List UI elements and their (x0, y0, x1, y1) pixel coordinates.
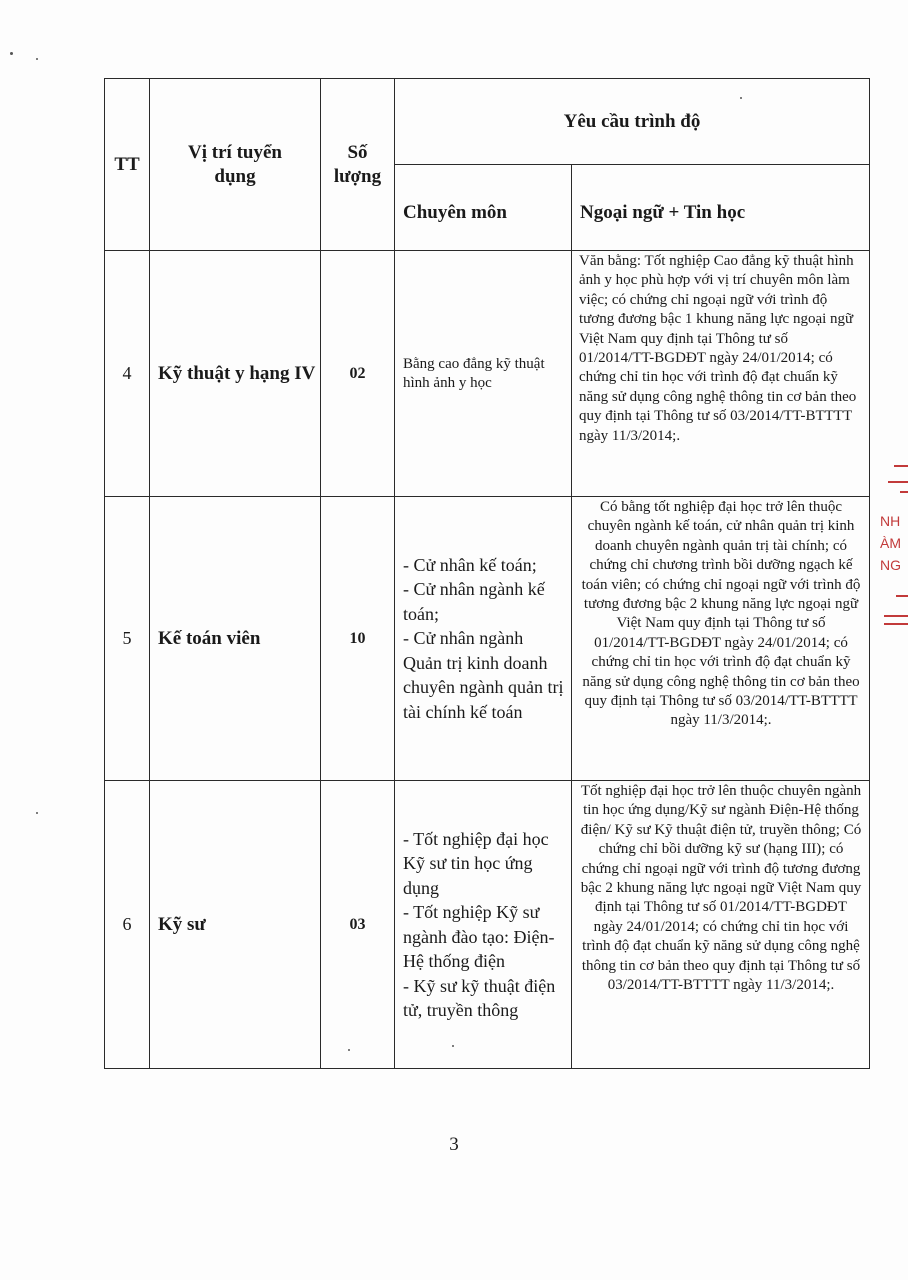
scan-speck (36, 812, 38, 814)
scan-speck (348, 1049, 350, 1051)
header-row-top (105, 79, 870, 165)
row-position: Kỹ thuật y hạng IV (150, 251, 321, 497)
row-major: Bằng cao đẳng kỹ thuật hình ảnh y học (395, 251, 572, 497)
scan-speck (452, 1045, 454, 1047)
row-quantity: 03 (321, 781, 395, 1069)
header-position: Vị trí tuyển dụng (150, 79, 321, 251)
scan-speck (10, 52, 13, 55)
row-quantity: 02 (321, 251, 395, 497)
row-language-it: Tốt nghiệp đại học trở lên thuộc chuyên ngành tin học ứng dụng/Kỹ sư ngành Điện-Hệ thống điện/ Kỹ sư Kỹ thuật điện tử, truyền thông; Có chứng chỉ bồi dưỡng kỹ sư (hạng III); có chứng chỉ ngoại ngữ với trình độ tương đương bậc 2 khung năng lực ngoại ngữ Việt Nam quy định tại Thông tư số 01/2014/TT-BGDĐT ngày 24/01/2014; có chứng chỉ tin học với trình độ đạt chuẩn kỹ năng sử dụng công nghệ thông tin cơ bản theo quy định tại Thông tư số 03/2014/TT-BTTTT ngày 11/3/2014;. (572, 781, 870, 1069)
row-tt: 4 (105, 251, 150, 497)
table-row (105, 781, 870, 1069)
row-quantity: 10 (321, 497, 395, 781)
stamp-text-2: ÀM (880, 535, 901, 551)
stamp-text-1: NH (880, 513, 901, 529)
row-tt: 6 (105, 781, 150, 1069)
scan-speck (36, 58, 38, 60)
stamp-text-3: NG (880, 557, 901, 573)
row-tt: 5 (105, 497, 150, 781)
header-language-it: Ngoại ngữ + Tin học (572, 165, 870, 251)
row-major: - Cử nhân kế toán; - Cử nhân ngành kế toán; - Cử nhân ngành Quản trị kinh doanh chuyên ngành quản trị tài chính kế toán (395, 497, 572, 781)
row-position: Kế toán viên (150, 497, 321, 781)
table-row (105, 251, 870, 497)
table-row (105, 497, 870, 781)
recruitment-requirements-table (104, 78, 870, 1069)
row-language-it: Văn bằng: Tốt nghiệp Cao đẳng kỹ thuật hình ảnh y học phù hợp với vị trí chuyên môn làm việc; có chứng chỉ ngoại ngữ với trình độ tương đương bậc 1 khung năng lực ngoại ngữ Việt Nam quy định tại Thông tư số 01/2014/TT-BGDĐT ngày 24/01/2014; có chứng chỉ tin học với trình độ đạt chuẩn kỹ năng sử dụng công nghệ thông tin cơ bản theo quy định tại Thông tư số 03/2014/TT-BTTTT ngày 11/3/2014;. (572, 251, 870, 497)
header-major: Chuyên môn (395, 165, 572, 251)
row-major: - Tốt nghiệp đại học Kỹ sư tin học ứng dụng - Tốt nghiệp Kỹ sư ngành đào tạo: Điện-Hệ thống điện - Kỹ sư kỹ thuật điện tử, truyền thông (395, 781, 572, 1069)
red-stamp-fragment (880, 455, 908, 635)
row-position: Kỹ sư (150, 781, 321, 1069)
scan-speck (740, 97, 742, 99)
header-quantity: Số lượng (321, 79, 395, 251)
header-tt: TT (105, 79, 150, 251)
header-requirements: Yêu cầu trình độ (395, 79, 870, 165)
row-language-it: Có bằng tốt nghiệp đại học trở lên thuộc chuyên ngành kế toán, cử nhân quản trị kinh doanh chuyên ngành quản trị tài chính; có chứng chỉ chương trình bồi dưỡng ngạch kế toán viên; có chứng chỉ ngoại ngữ với trình độ tương đương bậc 2 khung năng lực ngoại ngữ Việt Nam quy định tại Thông tư số 01/2014/TT-BGDĐT ngày 24/01/2014; có chứng chỉ tin học với trình độ đạt chuẩn kỹ năng sử dụng công nghệ thông tin cơ bản theo quy định tại Thông tư số 03/2014/TT-BTTTT ngày 11/3/2014;. (572, 497, 870, 781)
page-number: 3 (449, 1134, 459, 1155)
